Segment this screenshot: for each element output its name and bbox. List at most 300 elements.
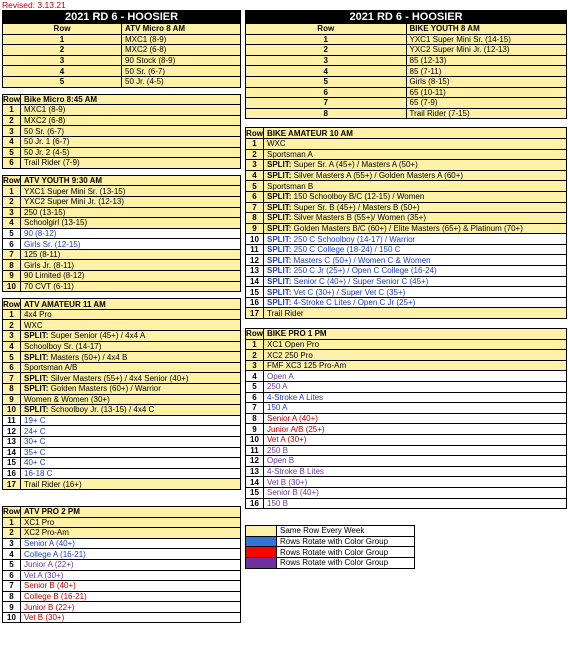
schedule-row [246,191,567,202]
section-title: BIKE YOUTH 8 AM [406,24,567,35]
row-number: 7 [3,581,21,592]
class-name: 4-Stroke A Lites [267,392,324,402]
class-name: Sportsman A/B [24,363,78,373]
class-name: Masters (50+) / 4x4 B [48,352,128,362]
schedule-row [3,341,241,352]
class-name: Girls Jr. (8-11) [24,260,75,270]
schedule-row [3,320,241,331]
row-number: 3 [3,126,21,137]
row-number: 13 [246,266,264,277]
row-number: 2 [246,350,264,361]
schedule-row [246,413,567,424]
schedule-row [246,76,567,87]
row-number: 11 [246,244,264,255]
row-number: 3 [3,331,21,342]
class-name: College B (16-21) [24,591,87,601]
class-name: XC2 250 Pro [267,350,313,360]
row-number: 14 [246,477,264,488]
class-cell [21,186,241,197]
class-cell [264,413,567,424]
schedule-row [3,186,241,197]
class-name: YXC2 Super Mini Jr. (12-13) [24,197,125,207]
split-label: SPLIT: [267,171,292,181]
schedule-row [3,373,241,384]
row-column-header: Row [3,507,20,517]
schedule-row [3,218,241,229]
class-name: 90 (8-12) [24,228,57,238]
class-cell [21,570,241,581]
class-cell [21,373,241,384]
class-cell [406,66,567,77]
schedule-row [246,98,567,109]
section-header [246,24,567,35]
class-cell [264,202,567,213]
class-name: 50 Jr. 2 (4-5) [24,147,70,157]
row-number: 4 [246,371,264,382]
class-name: 4-Stroke C Lites / Open C Jr (25+) [291,298,416,308]
class-name: Junior A (22+) [24,560,74,570]
schedule-row [246,445,567,456]
schedule-row [246,108,567,119]
schedule-row [246,339,567,350]
row-number: 15 [3,458,21,469]
class-name: 250 C Jr (25+) / Open C College (16-24) [291,266,437,276]
row-number: 4 [246,170,264,181]
row-number: 8 [246,413,264,424]
row-number: 7 [246,403,264,414]
class-cell [21,458,241,469]
schedule-row [3,281,241,292]
legend-label: Same Row Every Week [277,526,415,537]
schedule-row [3,76,241,87]
class-name: Vet C (30+) / Super Vet C (35+) [291,287,406,297]
row-number: 16 [246,297,264,308]
schedule-row [3,426,241,437]
class-name: 250 (13-15) [24,207,66,217]
schedule-row [246,287,567,298]
class-name: Vet A (30+) [24,570,64,580]
row-number: 11 [246,445,264,456]
class-name: MXC2 (6-8) [125,45,167,55]
class-cell [264,308,567,319]
class-cell [406,76,567,87]
schedule-row [246,66,567,77]
class-name: MXC2 (6-8) [24,116,66,126]
section-title: Bike Micro 8:45 AM [21,94,241,105]
split-label: SPLIT: [24,352,49,362]
row-number: 4 [3,341,21,352]
class-cell [21,479,241,490]
class-cell [21,341,241,352]
row-number: 2 [3,528,21,539]
row-number: 6 [3,239,21,250]
split-label: SPLIT: [267,223,292,233]
class-name: Women & Women (30+) [24,394,110,404]
schedule-row [246,308,567,319]
section-title: ATV AMATEUR 11 AM [21,299,241,310]
row-number: 9 [3,271,21,282]
class-name: Schoolboy Jr. (13-15) / 4x4 C [48,405,155,415]
row-number: 5 [3,352,21,363]
schedule-row [246,350,567,361]
split-label: SPLIT: [24,405,49,415]
row-number: 1 [3,34,122,45]
row-number: 7 [246,98,407,109]
schedule-row [3,239,241,250]
class-name: 16-18 C [24,469,53,479]
schedule-row [3,602,241,613]
legend-item [246,557,415,568]
schedule-row [3,34,241,45]
class-cell [21,281,241,292]
row-number: 5 [246,76,407,87]
class-name: 50 Jr. 1 (6-7) [24,137,70,147]
right-column [245,10,567,569]
schedule-row [246,255,567,266]
schedule-table [2,298,241,490]
legend-label: Rows Rotate with Color Group [277,547,415,558]
class-cell [21,384,241,395]
schedule-row [246,170,567,181]
class-name: 4x4 Pro [24,310,52,320]
class-cell [406,55,567,66]
class-name: XC1 Pro [24,517,55,527]
class-name: Girls (8-15) [409,77,450,87]
row-number: 2 [246,45,407,56]
class-name: 30+ C [24,437,46,447]
revised-date: Revised: 3.13.21 [2,0,66,10]
legend-swatch [246,526,277,537]
schedule-row [3,394,241,405]
class-name: Open A [267,371,294,381]
row-number: 8 [246,108,407,119]
class-name: MXC1 (8-9) [125,34,167,44]
class-cell [21,115,241,126]
class-name: MXC1 (8-9) [24,105,66,115]
split-label: SPLIT: [267,202,292,212]
row-number: 9 [3,394,21,405]
schedule-table [245,328,567,509]
split-label: SPLIT: [267,255,292,265]
legend-item [246,536,415,547]
schedule-row [3,479,241,490]
schedule-row [246,297,567,308]
class-name: Schoolgirl (13-15) [24,218,88,228]
row-number: 1 [246,138,264,149]
schedule-row [246,487,567,498]
class-cell [21,126,241,137]
row-column-header: Row [246,329,263,339]
class-cell [264,456,567,467]
class-cell [264,382,567,393]
schedule-row [3,549,241,560]
schedule-row [246,244,567,255]
class-cell [264,244,567,255]
schedule-row [3,126,241,137]
round-title: 2021 RD 6 - HOOSIER [3,11,241,24]
section-title: BIKE AMATEUR 10 AM [264,128,567,139]
class-name: Golden Masters B/C (60+) / Elite Masters (65+) & Platinum (70+) [291,223,523,233]
row-number: 3 [246,160,264,171]
split-label: SPLIT: [267,192,292,202]
schedule-row [3,581,241,592]
class-cell [122,55,241,66]
class-cell [264,191,567,202]
schedule-row [3,591,241,602]
class-name: 250 C Schoolboy (14-17) / Warrior [291,234,416,244]
row-number: 1 [3,186,21,197]
legend-swatch [246,557,277,568]
class-cell [21,426,241,437]
row-column-header: Row [3,299,20,309]
schedule-row [246,45,567,56]
class-name: FMF XC3 125 Pro-Am [267,361,347,371]
class-cell [122,34,241,45]
class-cell [406,45,567,56]
class-cell [21,559,241,570]
class-cell [264,434,567,445]
section-title: ATV YOUTH 9:30 AM [21,175,241,186]
schedule-table [245,10,567,119]
schedule-row [246,266,567,277]
class-cell [264,213,567,224]
class-cell [264,424,567,435]
split-label: SPLIT: [267,245,292,255]
row-number: 6 [3,570,21,581]
row-number: 13 [3,436,21,447]
class-cell [21,415,241,426]
class-cell [21,602,241,613]
row-number: 17 [246,308,264,319]
row-number: 5 [3,228,21,239]
class-cell [264,223,567,234]
class-cell [264,477,567,488]
class-cell [21,228,241,239]
row-number: 3 [3,207,21,218]
class-name: 125 (8-11) [24,250,61,260]
class-name: Silver Masters B (55+)/ Women (35+) [291,213,427,223]
row-number: 4 [246,66,407,77]
row-number: 9 [3,602,21,613]
class-cell [264,234,567,245]
row-number: 14 [3,447,21,458]
class-name: Senior B (40+) [267,488,319,498]
class-cell [21,436,241,447]
class-name: 24+ C [24,426,46,436]
schedule-row [246,223,567,234]
schedule-row [246,55,567,66]
class-cell [21,239,241,250]
schedule-row [3,528,241,539]
class-cell [21,320,241,331]
class-name: Schoolboy Sr. (14-17) [24,341,102,351]
left-column [2,10,241,623]
class-cell [21,362,241,373]
class-cell [122,66,241,77]
class-cell [406,87,567,98]
row-number: 7 [246,202,264,213]
class-cell [264,287,567,298]
schedule-table [2,175,241,293]
row-number: 7 [3,373,21,384]
class-cell [21,581,241,592]
row-number: 13 [246,466,264,477]
schedule-row [246,34,567,45]
class-cell [21,331,241,342]
class-name: XC1 Open Pro [267,339,320,349]
section-header [246,329,567,340]
row-number: 5 [246,382,264,393]
class-name: 150 B [267,498,288,508]
schedule-row [3,55,241,66]
class-cell [406,34,567,45]
class-name: Golden Masters (60+) / Warrior [48,384,161,394]
row-number: 10 [3,612,21,623]
row-column-header: Row [3,176,20,186]
class-name: Senior C (40+) / Super Senior C (45+) [291,276,429,286]
class-cell [264,487,567,498]
section-header [3,299,241,310]
row-number: 4 [3,549,21,560]
schedule-row [246,424,567,435]
class-name: 150 A [267,403,288,413]
legend-item [246,547,415,558]
row-number: 12 [246,456,264,467]
legend-swatch [246,536,277,547]
class-cell [264,181,567,192]
schedule-row [246,160,567,171]
row-number: 1 [246,34,407,45]
class-cell [21,612,241,623]
row-number: 10 [3,405,21,416]
schedule-row [246,87,567,98]
row-number: 10 [246,434,264,445]
class-name: Super Sr. B (45+) / Masters B (50+) [291,202,420,212]
row-number: 3 [3,55,122,66]
class-cell [21,549,241,560]
class-cell [21,309,241,320]
class-cell [122,76,241,87]
schedule-row [3,309,241,320]
class-cell [21,158,241,169]
schedule-row [246,392,567,403]
class-name: Sportsman B [267,181,314,191]
schedule-row [3,570,241,581]
row-number: 6 [246,87,407,98]
class-name: 65 (7-9) [409,98,438,108]
class-name: 250 B [267,445,288,455]
class-name: Junior A/B (25+) [267,424,325,434]
schedule-row [246,498,567,509]
row-number: 12 [3,426,21,437]
schedule-row [3,559,241,570]
legend-label: Rows Rotate with Color Group [277,536,415,547]
schedule-table [2,506,241,624]
class-cell [21,468,241,479]
row-column-header: Row [3,94,20,104]
split-label: SPLIT: [267,287,292,297]
class-cell [21,352,241,363]
section-header [3,94,241,105]
class-name: 50 Sr. (6-7) [24,126,65,136]
class-cell [406,108,567,119]
class-cell [264,350,567,361]
class-name: Masters C (50+) / Women C & Women [291,255,431,265]
class-cell [21,207,241,218]
row-number: 5 [3,559,21,570]
row-number: 15 [246,487,264,498]
section-title: BIKE PRO 1 PM [264,329,567,340]
schedule-row [246,149,567,160]
class-name: 250 C College (18-24) / 150 C [291,245,401,255]
class-cell [21,218,241,229]
class-name: WXC [24,320,43,330]
schedule-row [3,415,241,426]
row-number: 2 [3,115,21,126]
schedule-row [3,447,241,458]
split-label: SPLIT: [267,213,292,223]
class-name: Silver Masters A (55+) / Golden Masters A (60+) [291,171,464,181]
class-name: Junior B (22+) [24,602,75,612]
class-cell [21,517,241,528]
class-name: Open B [267,456,295,466]
class-cell [21,394,241,405]
class-cell [264,445,567,456]
row-number: 6 [246,191,264,202]
class-name: Super Sr. A (45+) / Masters A (50+) [291,160,418,170]
class-name: Trail Rider [267,308,304,318]
schedule-row [3,196,241,207]
class-cell [264,466,567,477]
schedule-row [246,403,567,414]
schedule-row [246,382,567,393]
row-number: 1 [3,309,21,320]
row-number: 5 [3,76,122,87]
row-number: 6 [3,158,21,169]
schedule-row [3,436,241,447]
row-number: 3 [246,55,407,66]
class-name: 85 (12-13) [409,56,447,66]
legend-swatch [246,547,277,558]
legend-label: Rows Rotate with Color Group [277,557,415,568]
row-number: 2 [3,45,122,56]
class-name: 50 Jr. (4-5) [125,77,164,87]
section-title: ATV Micro 8 AM [122,24,241,35]
schedule-row [3,538,241,549]
schedule-row [3,249,241,260]
row-number: 2 [246,149,264,160]
schedule-row [3,260,241,271]
class-cell [264,498,567,509]
class-name: 90 Limited (8-12) [24,271,85,281]
row-number: 7 [3,249,21,260]
class-name: College A (16-21) [24,549,86,559]
row-number: 9 [246,223,264,234]
row-number: 1 [3,517,21,528]
row-column-header: Row [246,128,263,138]
split-label: SPLIT: [24,373,49,383]
round-title: 2021 RD 6 - HOOSIER [246,11,567,24]
class-cell [21,105,241,116]
class-cell [264,276,567,287]
row-number: 8 [3,591,21,602]
class-cell [264,160,567,171]
section-header [3,506,241,517]
class-name: Sportsman A [267,149,313,159]
class-cell [264,392,567,403]
class-cell [21,147,241,158]
class-cell [264,297,567,308]
